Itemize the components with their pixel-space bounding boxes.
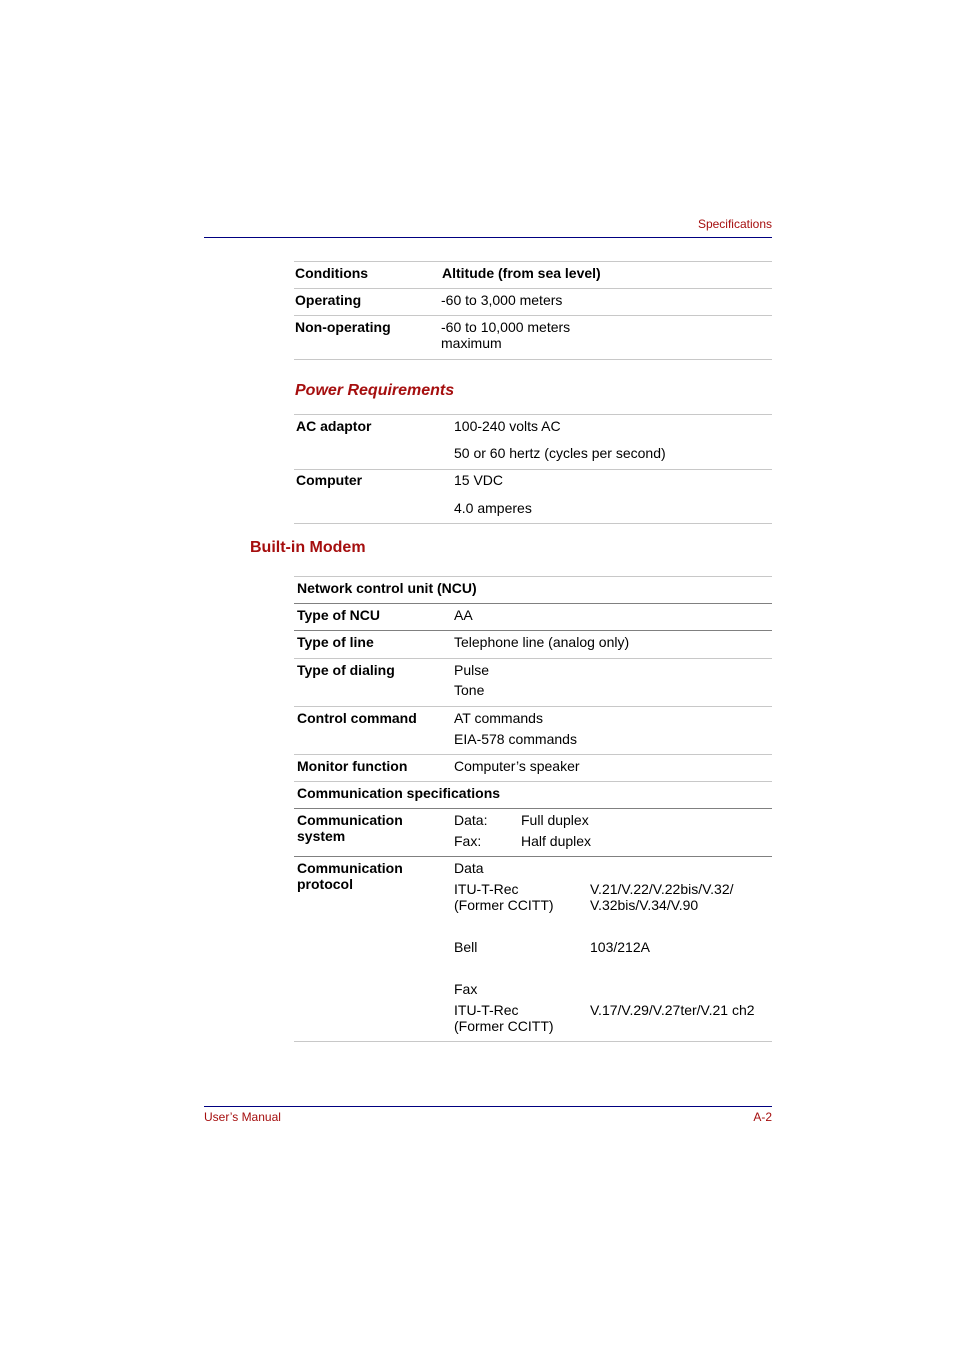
footer-manual-title: User’s Manual <box>204 1110 281 1124</box>
row-label-computer: Computer <box>296 472 363 488</box>
table-rule <box>294 414 772 415</box>
protocol-bell-value: 103/212A <box>590 939 650 955</box>
table-rule <box>294 288 772 289</box>
power-title: Power Requirements <box>295 382 455 399</box>
comm-system-fax-value: Half duplex <box>521 833 592 849</box>
ac-adaptor-value-1: 100-240 volts AC <box>454 418 561 434</box>
table-rule <box>294 630 772 631</box>
row-label-type-dialing: Type of dialing <box>297 662 395 678</box>
protocol-itu-fax-label <box>454 1002 554 1034</box>
dialing-value-pulse: Pulse <box>454 662 490 678</box>
comm-system-fax-key: Fax: <box>454 833 482 849</box>
value-line: V.21/V.22/V.22bis/V.32/ <box>590 881 734 897</box>
computer-value-2: 4.0 amperes <box>454 500 532 516</box>
protocol-fax-label: Fax <box>454 981 478 997</box>
label-line: (Former CCITT) <box>454 1018 554 1034</box>
row-value-monitor-function: Computer’s speaker <box>454 758 580 774</box>
table-col-altitude: Altitude (from sea level) <box>442 265 601 281</box>
modem-title: Built-in Modem <box>250 539 366 556</box>
table-rule <box>294 856 772 857</box>
row-label-monitor-function: Monitor function <box>297 758 408 774</box>
row-label-type-ncu: Type of NCU <box>297 607 380 623</box>
row-value-type-line: Telephone line (analog only) <box>454 634 630 650</box>
protocol-bell-label: Bell <box>454 939 478 955</box>
running-header: Specifications <box>697 217 772 231</box>
header-rule <box>204 237 772 238</box>
label-line: system <box>297 828 346 844</box>
table-rule <box>294 808 772 809</box>
computer-value-1: 15 VDC <box>454 472 504 488</box>
row-label-non-operating: Non-operating <box>295 319 391 335</box>
label-line: protocol <box>297 876 353 892</box>
table-rule <box>294 603 772 604</box>
table-rule <box>294 576 772 577</box>
table-rule <box>294 754 772 755</box>
value-line: V.32bis/V.34/V.90 <box>590 897 699 913</box>
table-rule <box>294 781 772 782</box>
table-rule <box>294 523 772 524</box>
control-value-eia: EIA-578 commands <box>454 731 577 747</box>
label-line: ITU-T-Rec <box>454 881 519 897</box>
control-value-at: AT commands <box>454 710 543 726</box>
row-label-comm-protocol <box>297 860 403 892</box>
dialing-value-tone: Tone <box>454 682 485 698</box>
table-rule <box>294 1041 772 1042</box>
row-value-operating: -60 to 3,000 meters <box>441 292 563 308</box>
label-line: (Former CCITT) <box>454 897 554 913</box>
row-label-type-line: Type of line <box>297 634 374 650</box>
protocol-itu-fax-value: V.17/V.29/V.27ter/V.21 ch2 <box>590 1002 755 1018</box>
table-col-conditions: Conditions <box>295 265 369 281</box>
table-rule <box>294 315 772 316</box>
table-rule <box>294 469 772 470</box>
protocol-itu-label <box>454 881 554 913</box>
label-line: Communication <box>297 812 403 828</box>
page-number: A-2 <box>753 1110 772 1124</box>
table-rule <box>294 261 772 262</box>
ac-adaptor-value-2: 50 or 60 hertz (cycles per second) <box>454 445 666 461</box>
row-label-comm-system <box>297 812 403 844</box>
row-value-type-ncu: AA <box>454 607 473 623</box>
table-rule <box>294 658 772 659</box>
value-line: -60 to 10,000 meters <box>441 319 571 335</box>
footer-rule <box>204 1106 772 1107</box>
protocol-itu-data-value <box>590 881 734 913</box>
comm-system-data-value: Full duplex <box>521 812 589 828</box>
protocol-data-label: Data <box>454 860 484 876</box>
value-line: maximum <box>441 335 502 351</box>
comm-spec-header: Communication specifications <box>297 785 501 801</box>
row-value-non-operating <box>441 319 570 351</box>
row-label-operating: Operating <box>295 292 362 308</box>
ncu-header: Network control unit (NCU) <box>297 580 477 596</box>
row-label-control-command: Control command <box>297 710 417 726</box>
label-line: ITU-T-Rec <box>454 1002 519 1018</box>
row-label-ac-adaptor: AC adaptor <box>296 418 372 434</box>
table-rule <box>294 706 772 707</box>
label-line: Communication <box>297 860 403 876</box>
table-rule <box>294 359 772 360</box>
comm-system-data-key: Data: <box>454 812 488 828</box>
